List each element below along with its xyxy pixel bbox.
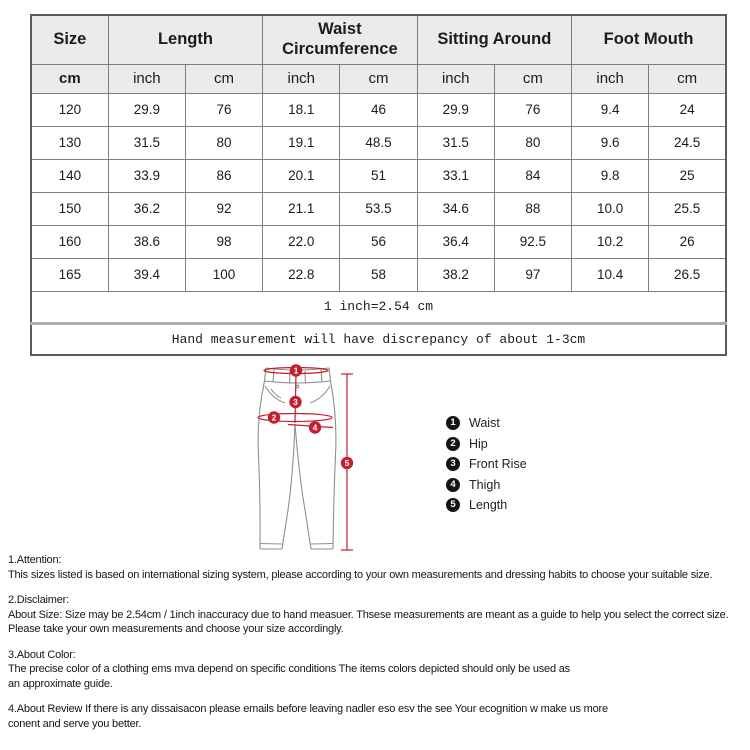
thigh-marker-icon — [309, 421, 321, 433]
size-cell: 21.1 — [263, 192, 340, 225]
size-cell: 150 — [31, 192, 108, 225]
svg-text:1: 1 — [293, 365, 299, 376]
size-cell: 120 — [31, 93, 108, 126]
unit-cell: inch — [263, 64, 340, 93]
size-table — [30, 14, 727, 356]
legend-label: Thigh — [469, 477, 501, 492]
legend-label: Waist — [469, 416, 500, 430]
size-cell: 84 — [494, 159, 571, 192]
size-cell: 36.2 — [108, 192, 185, 225]
size-cell: 76 — [185, 93, 262, 126]
size-cell: 24 — [649, 93, 726, 126]
legend-label: Front Rise — [469, 457, 527, 472]
svg-text:2: 2 — [271, 412, 277, 423]
size-cell: 10.4 — [572, 258, 649, 291]
size-cell: 100 — [185, 258, 262, 291]
table-row — [31, 93, 726, 126]
note-block — [8, 553, 750, 582]
size-cell: 53.5 — [340, 192, 417, 225]
note-line: Please take your own measurements and choose your size accordingly. — [8, 623, 344, 635]
size-cell: 92.5 — [494, 225, 571, 258]
legend-number-badge: 4 — [446, 478, 460, 492]
size-cell: 31.5 — [108, 126, 185, 159]
conversion-note-row — [31, 291, 726, 323]
size-cell: 20.1 — [263, 159, 340, 192]
note-block — [8, 593, 750, 637]
size-cell: 9.4 — [572, 93, 649, 126]
size-cell: 29.9 — [417, 93, 494, 126]
note-line: About Size: Size may be 2.54cm / 1inch inaccuracy due to hand measuer. Thsese measurements are meant as a guide to help you select the correct size. — [8, 608, 729, 621]
size-cell: 26 — [649, 225, 726, 258]
note-block — [8, 648, 750, 692]
unit-cell: cm — [649, 64, 726, 93]
size-cell: 38.2 — [417, 258, 494, 291]
legend-number-badge: 2 — [446, 437, 460, 451]
size-cell: 160 — [31, 225, 108, 258]
size-cell: 80 — [185, 126, 262, 159]
header-row — [31, 15, 726, 64]
size-cell: 31.5 — [417, 126, 494, 159]
size-cell: 39.4 — [108, 258, 185, 291]
note-line: conent and serve you better. — [8, 717, 142, 730]
size-cell: 18.1 — [263, 93, 340, 126]
length-marker-icon — [341, 457, 353, 469]
size-cell: 10.0 — [572, 192, 649, 225]
unit-cell: cm — [185, 64, 262, 93]
size-cell: 9.8 — [572, 159, 649, 192]
unit-cell: cm — [494, 64, 571, 93]
size-cell: 51 — [340, 159, 417, 192]
col-header-size: Size — [31, 15, 108, 64]
waist-marker-icon — [290, 364, 302, 376]
size-cell: 88 — [494, 192, 571, 225]
size-cell: 46 — [340, 93, 417, 126]
legend-item — [446, 478, 527, 492]
col-header-sitting: Sitting Around — [417, 15, 571, 64]
size-cell: 22.8 — [263, 258, 340, 291]
size-cell: 98 — [185, 225, 262, 258]
unit-row — [31, 64, 726, 93]
legend-number-badge: 5 — [446, 498, 460, 512]
unit-cell: cm — [31, 64, 108, 93]
legend-item — [446, 437, 527, 451]
col-header-waist: Waist Circumference — [263, 15, 417, 64]
size-cell: 22.0 — [263, 225, 340, 258]
legend-item — [446, 457, 527, 471]
measure-legend — [446, 416, 527, 519]
size-cell: 25 — [649, 159, 726, 192]
table-row — [31, 159, 726, 192]
size-cell: 76 — [494, 93, 571, 126]
unit-cell: inch — [108, 64, 185, 93]
size-cell: 38.6 — [108, 225, 185, 258]
pants-measurement-diagram — [245, 360, 365, 558]
size-cell: 36.4 — [417, 225, 494, 258]
size-cell: 24.5 — [649, 126, 726, 159]
note-line: The precise color of a clothing ems mva depend on specific conditions The items colors depicted should only be used as — [8, 663, 570, 675]
note-line: This sizes listed is based on international sizing system, please according to your own measurements and dressing habits to choose your suitable size. — [8, 568, 713, 581]
table-row — [31, 225, 726, 258]
col-header-length: Length — [108, 15, 262, 64]
svg-text:3: 3 — [293, 397, 298, 407]
size-cell: 97 — [494, 258, 571, 291]
size-cell: 48.5 — [340, 126, 417, 159]
size-cell: 33.1 — [417, 159, 494, 192]
table-row — [31, 192, 726, 225]
note-heading: 3.About Color: — [8, 648, 76, 661]
legend-number-badge: 1 — [446, 416, 460, 430]
size-cell: 29.9 — [108, 93, 185, 126]
conversion-note: 1 inch=2.54 cm — [31, 291, 726, 323]
size-cell: 25.5 — [649, 192, 726, 225]
size-cell: 34.6 — [417, 192, 494, 225]
size-cell: 26.5 — [649, 258, 726, 291]
measurement-note: Hand measurement will have discrepancy of about 1-3cm — [31, 323, 726, 355]
front-rise-marker-icon — [289, 396, 301, 408]
table-row — [31, 258, 726, 291]
table-row — [31, 126, 726, 159]
col-header-foot-mouth: Foot Mouth — [572, 15, 726, 64]
note-line: 4.About Review If there is any dissaisacon please emails before leaving nadler eso esv the see Your ecognition w make us more — [8, 703, 608, 715]
svg-text:5: 5 — [344, 458, 350, 468]
size-cell: 33.9 — [108, 159, 185, 192]
measurement-note-row — [31, 323, 726, 355]
size-table-body — [31, 93, 726, 291]
note-block — [8, 702, 750, 731]
notes-section — [8, 553, 750, 742]
size-cell: 19.1 — [263, 126, 340, 159]
size-cell: 80 — [494, 126, 571, 159]
size-cell: 56 — [340, 225, 417, 258]
legend-item — [446, 498, 527, 512]
size-cell: 86 — [185, 159, 262, 192]
size-cell: 9.6 — [572, 126, 649, 159]
unit-cell: cm — [340, 64, 417, 93]
legend-number-badge: 3 — [446, 457, 460, 471]
svg-text:4: 4 — [312, 422, 318, 433]
unit-cell: inch — [417, 64, 494, 93]
size-cell: 130 — [31, 126, 108, 159]
size-cell: 92 — [185, 192, 262, 225]
legend-item — [446, 416, 527, 430]
size-cell: 140 — [31, 159, 108, 192]
hip-marker-icon — [268, 411, 280, 423]
note-heading: 2.Disclaimer: — [8, 594, 69, 606]
note-heading: 1.Attention: — [8, 554, 62, 566]
size-cell: 58 — [340, 258, 417, 291]
legend-label: Hip — [469, 436, 488, 451]
legend-label: Length — [469, 498, 508, 513]
size-cell: 10.2 — [572, 225, 649, 258]
unit-cell: inch — [572, 64, 649, 93]
size-cell: 165 — [31, 258, 108, 291]
pants-outline — [258, 365, 336, 549]
note-line: an approximate guide. — [8, 677, 113, 690]
